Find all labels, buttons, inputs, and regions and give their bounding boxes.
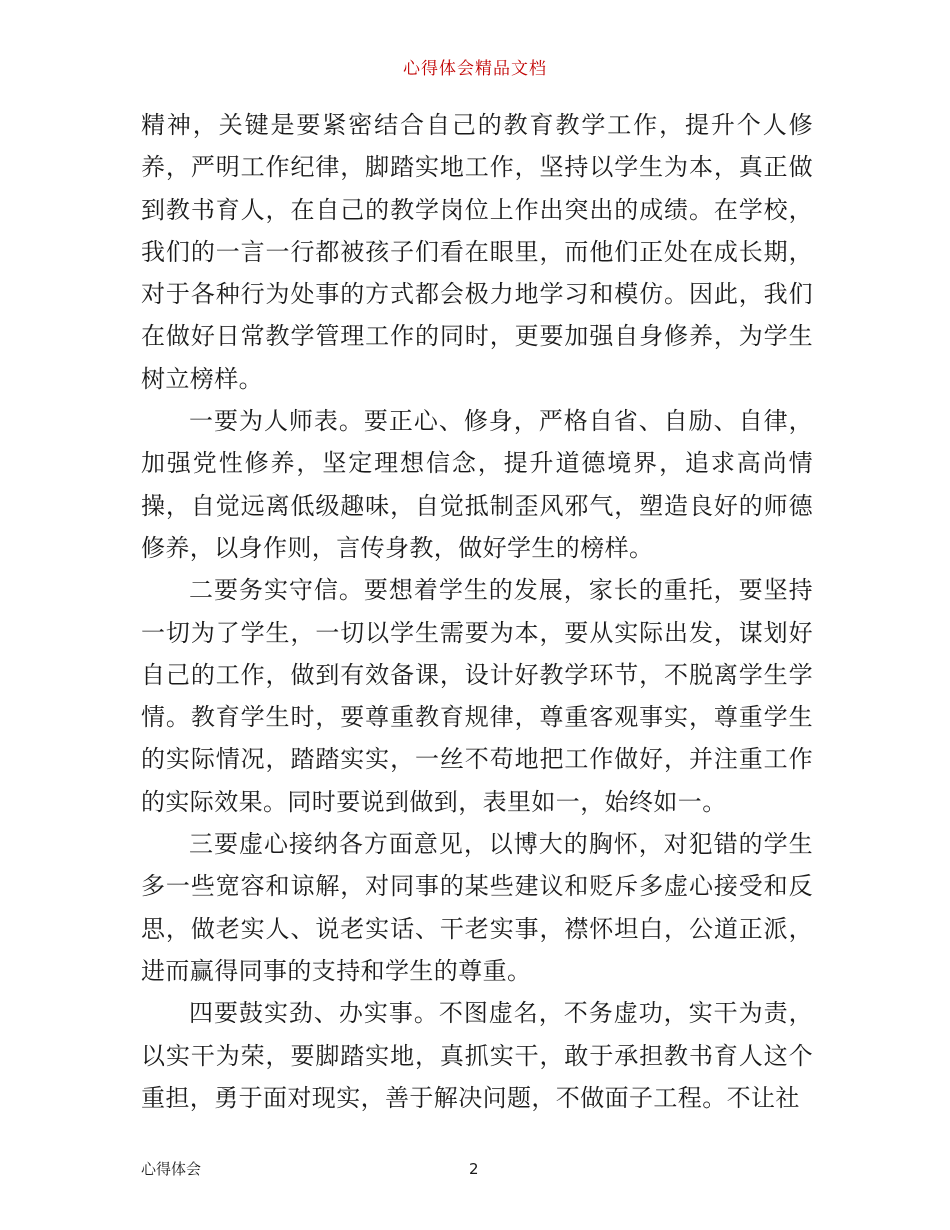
paragraph-point-four: 四要鼓实劲、办实事。不图虚名，不务虚功，实干为责，以实干为荣，要脚踏实地，真抓实干，敢于承担教书育人这个重担，勇于面对现实，善于解决问题，不做面子工程。不让社 bbox=[141, 999, 813, 1112]
document-body bbox=[141, 104, 813, 1119]
footer-label: 心得体会 bbox=[141, 1160, 202, 1178]
paragraph-point-two: 二要务实守信。要想着学生的发展，家长的重托，要坚持一切为了学生，一切以学生需要为本，要从实际出发，谋划好自己的工作，做到有效备课，设计好教学环节，不脱离学生学情。教育学生时，要尊重教育规律，尊重客观事实，尊重学生的实际情况，踏踏实实，一丝不苟地把工作做好，并注重工作的实际效果。同时要说到做到，表里如一，始终如一。 bbox=[141, 576, 813, 816]
page-footer bbox=[141, 1158, 813, 1180]
paragraph-point-three: 三要虚心接纳各方面意见，以博大的胸怀，对犯错的学生多一些宽容和谅解，对同事的某些建议和贬斥多虚心接受和反思，做老实人、说老实话、干老实事，襟怀坦白，公道正派，进而赢得同事的支持和学生的尊重。 bbox=[141, 830, 813, 985]
paragraph-point-one: 一要为人师表。要正心、修身，严格自省、自励、自律，加强党性修养，坚定理想信念，提升道德境界，追求高尚情操，自觉远离低级趣味，自觉抵制歪风邪气，塑造良好的师德修养，以身作则，言传身教，做好学生的榜样。 bbox=[141, 407, 813, 562]
page-number: 2 bbox=[469, 1160, 479, 1178]
page-header-title: 心得体会精品文档 bbox=[403, 59, 547, 79]
paragraph-continuation: 精神，关键是要紧密结合自己的教育教学工作，提升个人修养，严明工作纪律，脚踏实地工作，坚持以学生为本，真正做到教书育人，在自己的教学岗位上作出突出的成绩。在学校，我们的一言一行都被孩子们看在眼里，而他们正处在成长期，对于各种行为处事的方式都会极力地学习和模仿。因此，我们在做好日常教学管理工作的同时，更要加强自身修养，为学生树立榜样。 bbox=[141, 111, 813, 393]
